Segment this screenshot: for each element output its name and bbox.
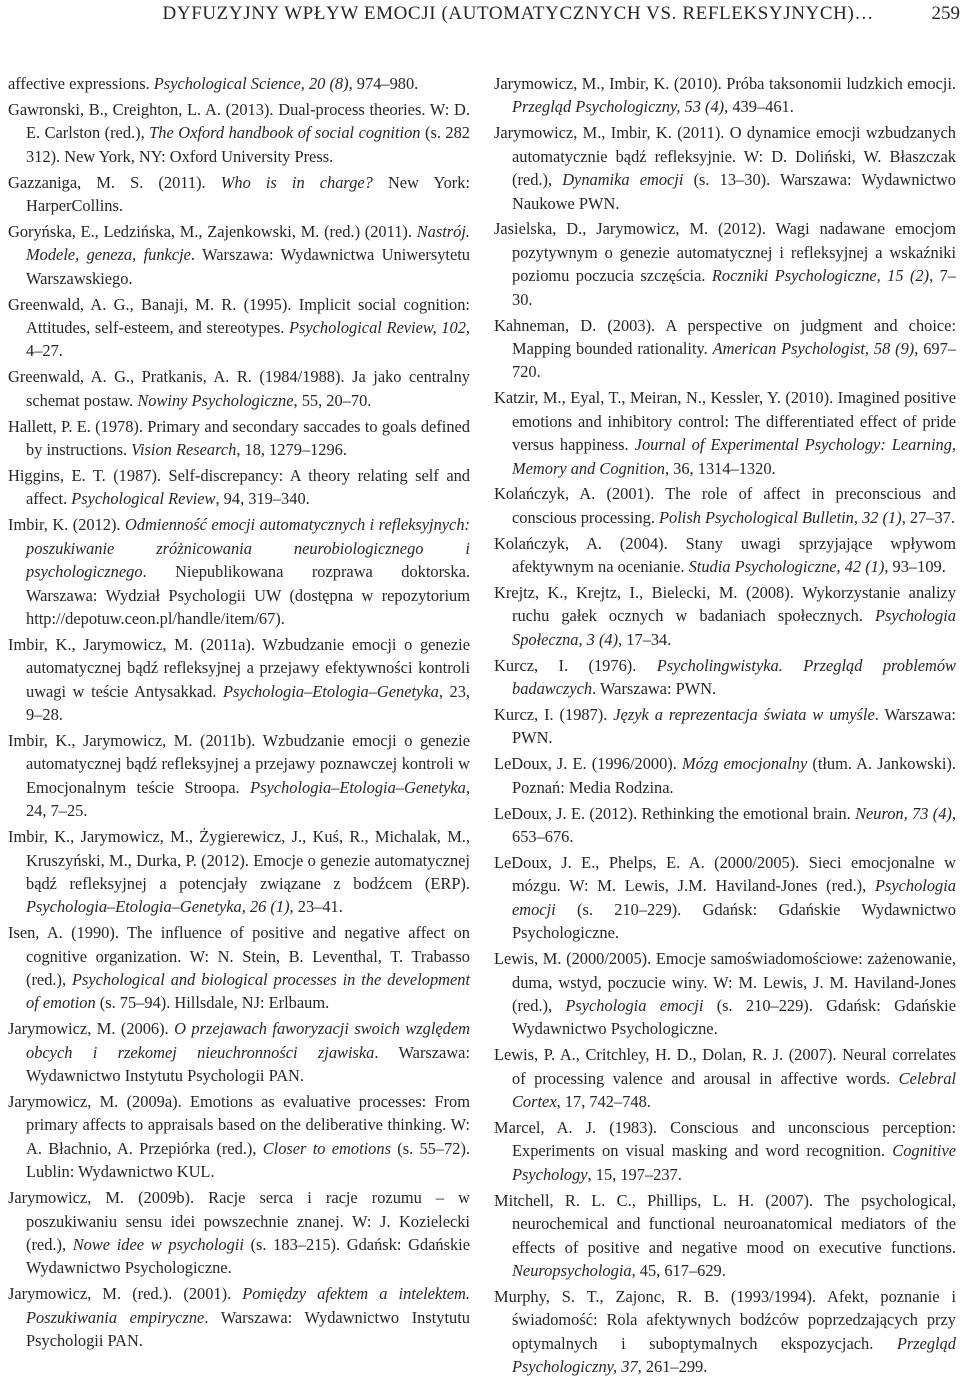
reference-text: Lewis, P. A., Critchley, H. D., Dolan, R. J. (2007). Neural correlates of processing valence and arousal in affective words. [494,1045,956,1087]
reference-entry [8,1090,470,1184]
reference-text: , 15, 197–237. [588,1165,682,1184]
reference-entry [8,1186,470,1280]
reference-entry [8,171,470,218]
reference-text: LeDoux, J. E. (1996/2000). [494,754,682,773]
reference-text: Kahneman, D. (2003). A perspective on judgment and choice: Mapping bounded rationality. [494,316,956,358]
reference-text: Hallett, P. E. (1978). Primary and secondary saccades to goals defined by instructions. [8,417,470,459]
reference-text: , 23–41. [290,897,343,916]
reference-text: , 23, 9–28. [26,682,470,724]
reference-source-italic: Psychologia Społeczna, 3 (4) [512,606,956,648]
reference-source-italic: Roczniki Psychologiczne, 15 (2) [712,266,929,285]
reference-text: , 93–109. [884,557,945,576]
reference-source-italic: Psychologia–Etologia–Genetyka [223,682,439,701]
reference-entry [494,1116,956,1186]
reference-text: Higgins, E. T. (1987). Self-discrepancy: A theory relating self and affect. [8,466,470,508]
running-head [0,3,960,31]
reference-entry [8,365,470,412]
reference-source-italic: Nastrój. Modele, geneza, funkcje [26,222,470,264]
reference-text: , 36, 1314–1320. [665,459,776,478]
reference-text: , 24, 7–25. [26,778,470,820]
reference-entry [494,217,956,311]
reference-text: Isen, A. (1990). The influence of positive and negative affect on cognitive organization. W: N. Stein, B. Leventhal, T. Trabasso (red.), [8,923,470,989]
reference-text: New York: HarperCollins. [26,173,470,215]
reference-entry [494,314,956,384]
reference-entry [8,415,470,462]
reference-text: (s. 13–30). Warszawa: Wydawnictwo Naukowe PWN. [512,170,956,212]
reference-source-italic: Vision Research [131,440,236,459]
reference-entry [8,72,470,95]
reference-text: Murphy, S. T., Zajonc, R. B. (1993/1994). Afekt, poznanie i świadomość: Rola afektywnych bodźców poprzedzających przy optymalnych i suboptymalnych ekspozycjach. [494,1287,956,1353]
reference-entry [494,851,956,945]
references-column-right [494,72,956,1381]
reference-text: Jarymowicz, M. (2009a). Emotions as evaluative processes: From primary affects to appraisals based on the deliberative thinking. W: A. Błachnio, A. Przepiórka (red.), [8,1092,470,1158]
reference-text: . Warszawa: PWN. [512,705,956,747]
page-number: 259 [932,3,960,25]
reference-entry [494,947,956,1041]
reference-entry [494,121,956,215]
reference-source-italic: Język a reprezentacja świata w umyśle [613,705,874,724]
reference-text: Greenwald, A. G., Pratkanis, A. R. (1984/1988). Ja jako centralny schemat postaw. [8,367,470,409]
reference-text: . Warszawa: Wydawnictwa Uniwersytetu Warszawskiego. [26,245,470,287]
reference-entry [494,581,956,651]
reference-text: Imbir, K., Jarymowicz, M., Żygierewicz, J., Kuś, R., Michalak, M., Kruszyński, M., Durka, P. (2012). Emocje o genezie automatycznej bądź refleksyjnej a potencjały związane z bodźcem (ERP). [8,827,470,893]
reference-text: (s. 55–72). Lublin: Wydawnictwo KUL. [26,1139,470,1181]
reference-source-italic: Psychologia emocji [512,876,956,918]
reference-text: Jarymowicz, M., Imbir, K. (2010). Próba taksonomii ludzkich emocji. [494,74,956,93]
reference-entry [8,1017,470,1087]
reference-entry [494,482,956,529]
reference-text: Jarymowicz, M. (2006). [8,1019,174,1038]
reference-entry [494,1043,956,1113]
reference-source-italic: Mózg emocjonalny [682,754,807,773]
reference-source-italic: Psychological Science, 20 (8) [154,74,349,93]
reference-text: Kurcz, I. (1976). [494,656,657,675]
reference-source-italic: Dynamika emocji [562,170,683,189]
reference-text: Greenwald, A. G., Banaji, M. R. (1995). Implicit social cognition: Attitudes, self-esteem, and stereotypes. [8,295,470,337]
reference-source-italic: The Oxford handbook of social cognition [149,123,420,142]
reference-text: Goryńska, E., Ledzińska, M., Zajenkowski, M. (red.) (2011). [8,222,417,241]
reference-text: affective expressions. [8,74,154,93]
reference-text: Lewis, M. (2000/2005). Emocje samoświadomościowe: zażenowanie, duma, wstyd, poczucie winy. W: M. Lewis, J. M. Haviland-Jones (red.), [494,949,956,1015]
reference-text: , 18, 1279–1296. [236,440,347,459]
reference-source-italic: Psychological Review, 102 [289,318,466,337]
reference-text: Imbir, K. (2012). [8,515,125,534]
reference-text: , 17–34. [618,630,671,649]
reference-entry [8,921,470,1015]
reference-text: (s. 210–229). Gdańsk: Gdańskie Wydawnictwo Psychologiczne. [512,996,956,1038]
reference-source-italic: Psychological and biological processes in the development of emotion [26,970,470,1012]
reference-entry [8,825,470,919]
reference-text: Katzir, M., Eyal, T., Meiran, N., Kessler, Y. (2010). Imagined positive emotions and inhibitory control: The differentiated effect of pride versus happiness. [494,388,956,454]
reference-source-italic: American Psychologist, 58 (9) [713,339,915,358]
reference-text: Jarymowicz, M., Imbir, K. (2011). O dynamice emocji wzbudzanych automatycznie bądź refleksyjnie. W: D. Doliński, W. Błaszczak (red.), [494,123,956,189]
reference-entry [494,1189,956,1283]
reference-source-italic: Nowe idee w psychologii [73,1235,244,1254]
reference-text: . Niepublikowana rozprawa doktorska. Warszawa: Wydział Psychologii UW (dostępna w repozytorium http://depotuw.ceon.pl/handle/item/67). [26,562,470,628]
reference-text: Kolańczyk, A. (2001). The role of affect in preconscious and conscious processing. [494,484,956,526]
reference-text: . Warszawa: Wydawnictwo Instytutu Psychologii PAN. [26,1043,470,1085]
reference-entry [494,802,956,849]
reference-text: Mitchell, R. L. C., Phillips, L. H. (2007). The psychological, neurochemical and functional neuroanatomical mediators of the effects of positive and negative mood on executive functions. [494,1191,956,1257]
reference-text: . Warszawa: PWN. [592,679,716,698]
reference-text: , 55, 20–70. [294,391,372,410]
reference-entry [8,513,470,630]
reference-text: , 4–27. [26,318,470,360]
running-head-title: DYFUZYJNY WPŁYW EMOCJI (AUTOMATYCZNYCH VS. REFLEKSYJNYCH)… [163,3,874,25]
reference-source-italic: Przegląd Psychologiczny, 37 [512,1334,956,1376]
reference-text: (tłum. A. Jankowski). Poznań: Media Rodzina. [512,754,956,796]
references-column-left [8,72,470,1355]
reference-source-italic: Psycholingwistyka. Przegląd problemów badawczych [512,656,956,698]
reference-entry [494,703,956,750]
reference-text: (s. 75–94). Hillsdale, NJ: Erlbaum. [96,993,330,1012]
reference-text: , 7–30. [512,266,956,308]
reference-text: (s. 210–229). Gdańsk: Gdańskie Wydawnictwo Psychologiczne. [512,900,956,942]
reference-text: Kolańczyk, A. (2004). Stany uwagi sprzyjające wpływom afektywnym na ocenianie. [494,534,956,576]
reference-text: , 17, 742–748. [557,1092,651,1111]
reference-entry [8,729,470,823]
reference-text: Imbir, K., Jarymowicz, M. (2011b). Wzbudzanie emocji o genezie automatycznej bądź refleksyjnej a przejawy poznawczej kontroli w Emocjonalnym teście Stroopa. [8,731,470,797]
reference-entry [494,654,956,701]
reference-entry [494,386,956,480]
reference-source-italic: Odmienność emocji automatycznych i refleksyjnych: poszukiwanie zróżnicowania neurobiologicznego i psychologicznego [26,515,470,581]
reference-entry [8,464,470,511]
reference-text: , 94, 319–340. [215,489,309,508]
reference-source-italic: Closer to emotions [263,1139,391,1158]
reference-entry [8,220,470,290]
reference-text: (s. 183–215). Gdańsk: Gdańskie Wydawnictwo Psychologiczne. [26,1235,470,1277]
reference-entry [494,1285,956,1379]
reference-source-italic: Polish Psychological Bulletin, 32 (1) [659,508,902,527]
reference-source-italic: Przegląd Psychologiczny, 53 (4) [512,97,724,116]
reference-source-italic: Psychological Review [71,489,215,508]
reference-source-italic: Psychologia–Etologia–Genetyka, 26 (1) [26,897,290,916]
reference-source-italic: Journal of Experimental Psychology: Learning, Memory and Cognition [512,435,956,477]
reference-text: , 439–461. [724,97,794,116]
reference-source-italic: Neuron, 73 (4) [855,804,952,823]
reference-text: Marcel, A. J. (1983). Conscious and unconscious perception: Experiments on visual masking and word recognition. [494,1118,956,1160]
reference-text: LeDoux, J. E. (2012). Rethinking the emotional brain. [494,804,855,823]
reference-text: Gazzaniga, M. S. (2011). [8,173,221,192]
reference-text: , 697–720. [512,339,956,381]
reference-entry [8,98,470,168]
reference-source-italic: Cognitive Psychology [512,1141,956,1183]
reference-source-italic: Nowiny Psychologiczne [137,391,293,410]
reference-entry [494,752,956,799]
reference-text: , 45, 617–629. [632,1261,726,1280]
reference-text: , 653–676. [512,804,956,846]
reference-source-italic: Psychologia–Etologia–Genetyka [250,778,466,797]
reference-source-italic: Who is in charge? [221,173,373,192]
reference-entry [8,633,470,727]
reference-text: , 261–299. [638,1357,708,1376]
reference-entry [494,72,956,119]
reference-text: Krejtz, K., Krejtz, I., Bielecki, M. (2008). Wykorzystanie analizy ruchu gałek ocznych w badaniach społecznych. [494,583,956,625]
reference-text: Jasielska, D., Jarymowicz, M. (2012). Wagi nadawane emocjom pozytywnym o genezie automatycznej i refleksyjnej a wskaźniki poziomu poczucia szczęścia. [494,219,956,285]
reference-source-italic: Neuropsychologia [512,1261,632,1280]
reference-source-italic: Pomiędzy afektem a intelektem. Poszukiwania empiryczne [26,1284,470,1326]
reference-source-italic: O przejawach faworyzacji swoich względem obcych i rzekomej nieuchronności zjawiska [26,1019,470,1061]
reference-text: Gawronski, B., Creighton, L. A. (2013). Dual-process theories. W: D. E. Carlston (red.), [8,100,470,142]
reference-source-italic: Celebral Cortex [512,1069,956,1111]
reference-text: . Warszawa: Wydawnictwo Instytutu Psychologii PAN. [26,1308,470,1350]
reference-entry [8,1282,470,1352]
reference-entry [8,293,470,363]
reference-text: Kurcz, I. (1987). [494,705,613,724]
reference-source-italic: Psychologia emocji [565,996,703,1015]
reference-text: , 27–37. [902,508,955,527]
reference-text: Jarymowicz, M. (2009b). Racje serca i racje rozumu – w poszukiwaniu sensu idei powszechnie znanej. W: J. Kozielecki (red.), [8,1188,470,1254]
reference-entry [494,532,956,579]
reference-text: LeDoux, J. E., Phelps, E. A. (2000/2005). Sieci emocjonalne w mózgu. W: M. Lewis, J.M. Haviland-Jones (red.), [494,853,956,895]
reference-text: Jarymowicz, M. (red.). (2001). [8,1284,242,1303]
reference-text: (s. 282 312). New York, NY: Oxford University Press. [26,123,470,165]
reference-text: Imbir, K., Jarymowicz, M. (2011a). Wzbudzanie emocji o genezie automatycznej bądź refleksyjnej a przejawy efektywności kontroli uwagi w teście Antysakkad. [8,635,470,701]
reference-source-italic: Studia Psychologiczne, 42 (1) [689,557,885,576]
reference-text: , 974–980. [349,74,419,93]
